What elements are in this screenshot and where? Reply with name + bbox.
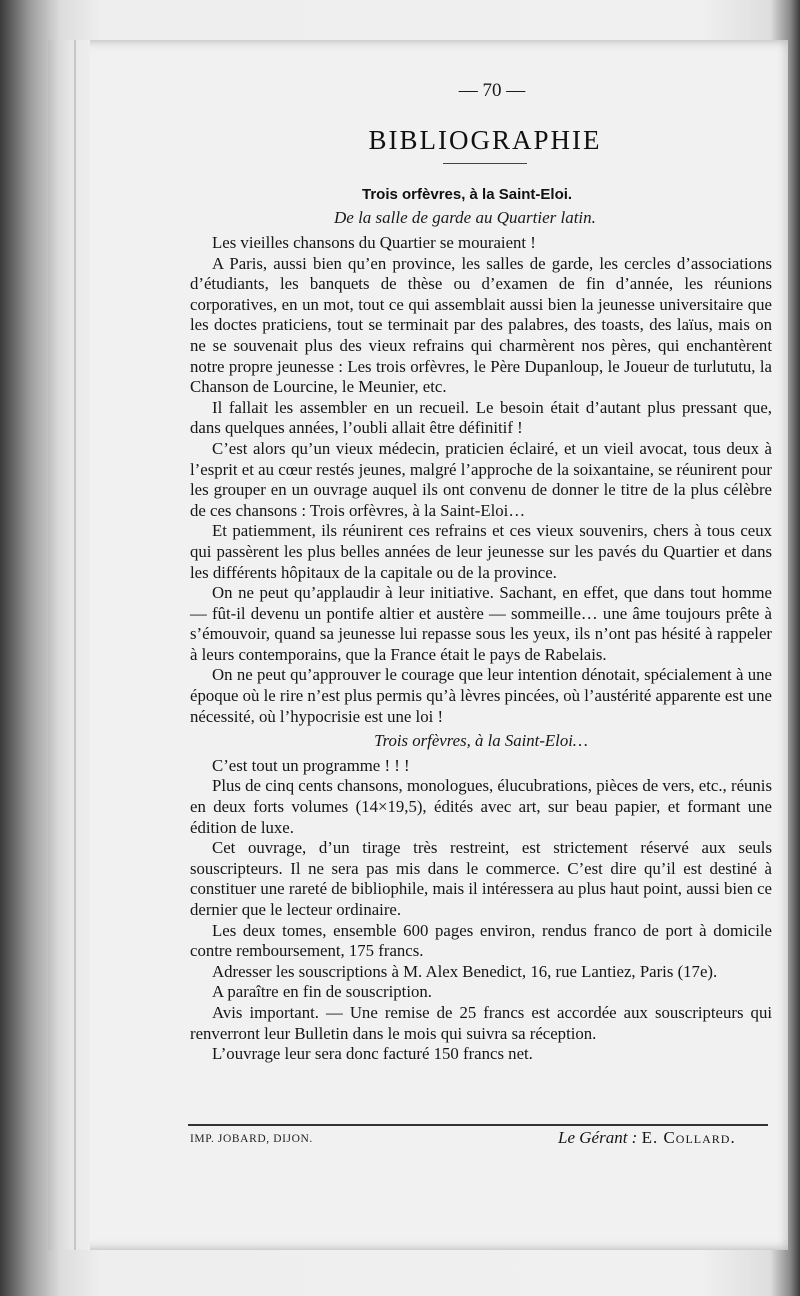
paragraph: On ne peut qu’applaudir à leur initiative. Sachant, en effet, que dans tout homme — fût-il devenu un pontife altier et austère — sommeille… une âme toujours prête à s’émouvoir, quand sa jeunesse lui repasse sous les yeux, ils n’ont pas hésité à rappeler à leurs contemporains, que la France était le pays de Rabelais. xyxy=(190,583,772,664)
section-title: BIBLIOGRAPHIE xyxy=(368,125,602,155)
paragraph: C’est alors qu’un vieux médecin, praticien éclairé, et un vieil avocat, tous deux à l’esprit et au cœur restés jeunes, malgré l’approche de la soixantaine, se réunirent pour les grouper en un ouvrage auquel ils ont convenu de donner le titre de la plus célèbre de ces chansons : Trois orfèvres, à la Saint-Eloi… xyxy=(190,438,772,520)
paragraph: Adresser les souscriptions à M. Alex Benedict, 16, rue Lantiez, Paris (17e). xyxy=(212,961,718,981)
paragraph: A paraître en fin de souscription. xyxy=(212,982,432,1002)
paragraph: Les deux tomes, ensemble 600 pages environ, rendus franco de port à domicile contre remboursement, 175 francs. xyxy=(190,920,772,961)
printer-imprint: IMP. JOBARD, DIJON. xyxy=(190,1133,313,1145)
paragraph: Cet ouvrage, d’un tirage très restreint, est strictement réservé aux seuls souscripteurs. Il ne sera pas mis dans le commerce. C’est dire qu’il est destiné à constituer une rareté de bibliophile, mais il intéressera au plus haut point, aussi bien ce dernier que le lecteur ordinaire. xyxy=(190,838,772,919)
article-body xyxy=(190,233,772,1065)
centered-title-line: Trois orfèvres, à la Saint-Eloi… xyxy=(374,731,588,751)
paragraph: L’ouvrage leur sera donc facturé 150 francs net. xyxy=(212,1044,533,1064)
paragraph: Avis important. — Une remise de 25 francs est accordée aux souscripteurs qui renverront leur Bulletin dans le mois qui suivra sa réception. xyxy=(190,1002,772,1043)
paragraph: Il fallait les assembler en un recueil. Le besoin était d’autant plus pressant que, dans quelques années, l’oubli allait être définitif ! xyxy=(190,397,772,438)
page-gutter xyxy=(48,40,90,1250)
gerant-name: E. Collard. xyxy=(641,1128,736,1147)
title-rule xyxy=(443,163,527,164)
article-title: Trois orfèvres, à la Saint-Eloi. xyxy=(362,186,573,203)
paragraph: Plus de cinq cents chansons, monologues, élucubrations, pièces de vers, etc., réunis en deux forts volumes (14×19,5), édités avec art, sur beau papier, et formant une édition de luxe. xyxy=(190,776,772,837)
page-number: — 70 — xyxy=(458,80,526,101)
paragraph: Les vieilles chansons du Quartier se mouraient ! xyxy=(212,233,536,252)
gerant-label: Le Gérant : xyxy=(558,1128,638,1147)
article-subtitle: De la salle de garde au Quartier latin. xyxy=(334,208,596,227)
gerant-signature xyxy=(558,1128,736,1148)
paragraph: On ne peut qu’approuver le courage que leur intention dénotait, spécialement à une époque où le rire n’est plus permis qu’à lèvres pincées, où l’austérité apparente est une nécessité, où l’hypocrisie est une loi ! xyxy=(190,665,773,726)
paragraph: Et patiemment, ils réunirent ces refrains et ces vieux souvenirs, chers à tous ceux qui passèrent les plus belles années de leur jeunesse sur les pavés du Quartier et dans les différents hôpitaux de la capitale ou de la province. xyxy=(190,521,772,582)
paragraph: A Paris, aussi bien qu’en province, les salles de garde, les cercles d’associations d’étudiants, les banquets de thèse ou d’examen de fin d’année, les réunions corporatives, en un mot, tout ce qui assemblait aussi bien la jeunesse universitaire que les doctes praticiens, tout se terminait par des palabres, des toasts, des laïus, mais on ne se souvenait plus des vieux refrains qui charmèrent nos pères, qui enchantèrent notre propre jeunesse : Les trois orfèvres, le Père Dupanloup, le Joueur de turlututu, la Chanson de Lourcine, le Meunier, etc. xyxy=(190,253,772,397)
paragraph: C’est tout un programme ! ! ! xyxy=(212,755,410,775)
footer-rule xyxy=(188,1124,768,1126)
